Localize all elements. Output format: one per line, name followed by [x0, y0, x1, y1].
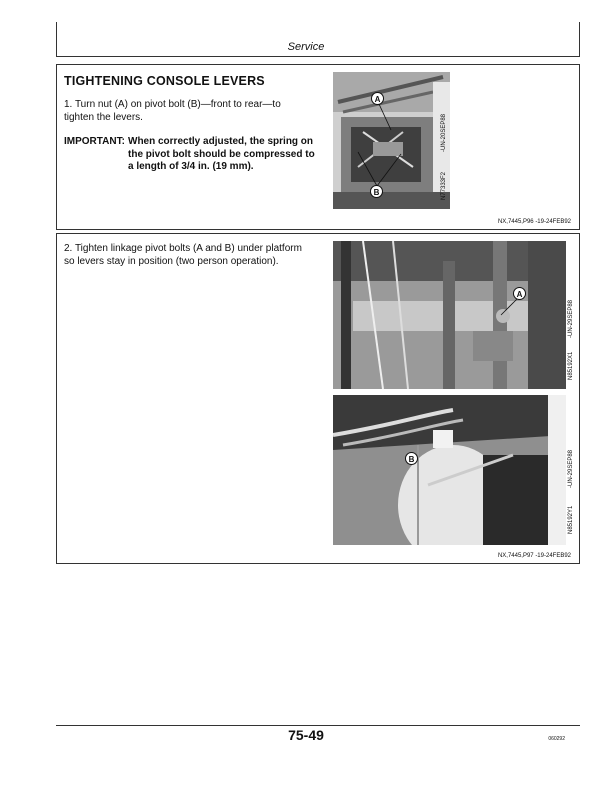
section-2-ref: NX,7445,P97 -19-24FEB92: [497, 553, 571, 559]
photo-side-code: -UN-29SEP88: [568, 299, 574, 338]
callout-a: A: [371, 92, 384, 105]
step-2-text: 2. Tighten linkage pivot bolts (A and B) under platform so levers stay in position (two person operation).: [64, 243, 302, 267]
photo-side-code: -UN-29SEP88: [568, 449, 574, 488]
header-rule: [56, 56, 580, 57]
section-1-panel: [56, 64, 580, 230]
photo-side-code: N85192X1: [568, 351, 574, 380]
linkage-b-illustration: [333, 395, 566, 545]
page-number: 75-49: [288, 727, 324, 743]
photo-side-code: N77333F2: [441, 171, 447, 200]
linkage-pivot-a-photo: [333, 241, 566, 389]
section-2-panel: [56, 233, 580, 564]
callout-b: B: [405, 452, 418, 465]
photo-side-code: N85192Y1: [568, 505, 574, 534]
header-title: Service: [287, 41, 325, 53]
step-1-text: 1. Turn nut (A) on pivot bolt (B)—front to rear—to tighten the levers.: [64, 99, 281, 123]
footer-code: 060292: [548, 736, 565, 742]
linkage-a-illustration: [333, 241, 566, 389]
section-1-ref: NX,7445,P96 -19-24FEB92: [497, 219, 571, 225]
console-lever-photo: [333, 72, 450, 209]
callout-a: A: [513, 287, 526, 300]
linkage-pivot-b-photo: [333, 395, 566, 545]
callout-b: B: [370, 185, 383, 198]
important-text: When correctly adjusted, the spring on the pivot bolt should be compressed to a length of 3/4 in. (19 mm).: [128, 136, 315, 172]
photo-side-code: -UN-20SEP88: [441, 113, 447, 152]
footer-rule: [56, 725, 580, 726]
console-lever-illustration: [333, 72, 450, 209]
section-title: TIGHTENING CONSOLE LEVERS: [64, 74, 265, 88]
important-label: IMPORTANT:: [64, 136, 125, 147]
